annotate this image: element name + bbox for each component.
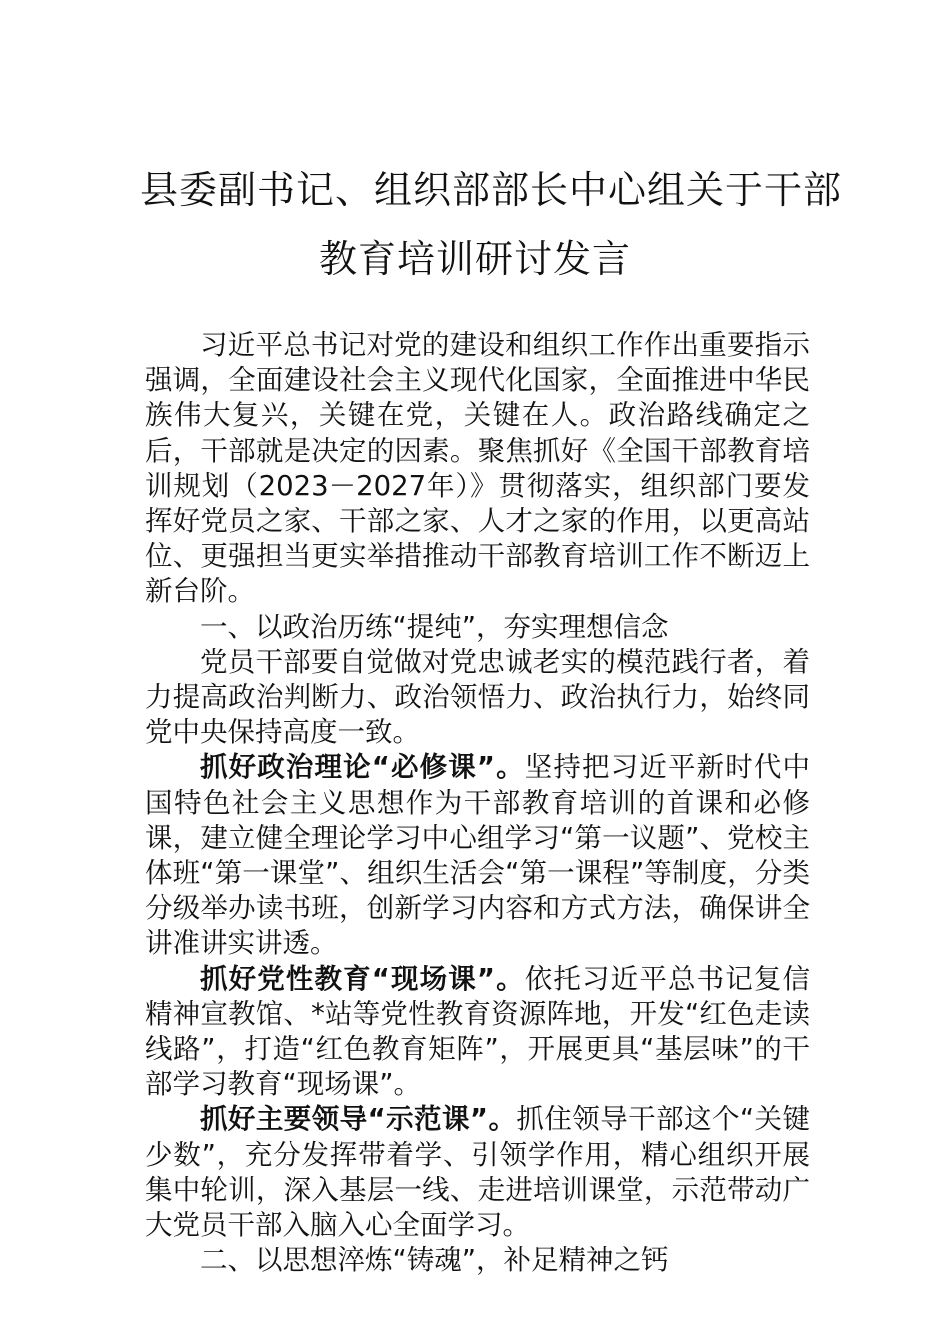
intro-paragraph: 习近平总书记对党的建设和组织工作作出重要指示强调，全面建设社会主义现代化国家，全面推进中华民族伟大复兴，关键在党，关键在人。政治路线确定之后，干部就是决定的因素。聚焦抓好《全国干部教育培训规划（2023－2027年）》贯彻落实，组织部门要发挥好党员之家、干部之家、人才之家的作用，以更高站位、更强担当更实举措推动干部教育培训工作不断迈上新台阶。 <box>145 329 810 608</box>
item-paragraph-party-education <box>145 962 810 1103</box>
item-lead-party-education: 抓好党性教育“现场课”。 <box>200 962 525 995</box>
item-paragraph-political-theory <box>145 750 810 961</box>
item-lead-leader-demo: 抓好主要领导“示范课”。 <box>200 1103 517 1136</box>
item-text-party-education: 依托习近平总书记复信精神宣教馆、*站等党性教育资源阵地，开发“红色走读线路”，打造“红色教育矩阵”，开展更具“基层味”的干部学习教育“现场课”。 <box>145 962 810 1101</box>
document-title-line2: 教育培训研讨发言 <box>318 237 631 281</box>
section1-intro-paragraph: 党员干部要自觉做对党忠诚老实的模范践行者，着力提高政治判断力、政治领悟力、政治执行力，始终同党中央保持高度一致。 <box>145 645 810 749</box>
document-title-line1: 县委副书记、组织部部长中心组关于干部 <box>140 168 843 212</box>
item-text-leader-demo: 抓住领导干部这个“关键少数”，充分发挥带着学、引领学作用，精心组织开展集中轮训，深入基层一线、走进培训课堂，示范带动广大党员干部入脑入心全面学习。 <box>145 1103 810 1242</box>
item-paragraph-leader-demo <box>145 1102 810 1243</box>
item-lead-political-theory: 抓好政治理论“必修课”。 <box>200 751 525 784</box>
item-text-political-theory: 坚持把习近平新时代中国特色社会主义思想作为干部教育培训的首课和必修课，建立健全理论学习中心组学习“第一议题”、党校主体班“第一课堂”、组织生活会“第一课程”等制度，分类分级举办读书班，创新学习内容和方式方法，确保讲全讲准讲实讲透。 <box>145 751 810 960</box>
section-heading-2: 二、以思想淬炼“铸魂”，补足精神之钙 <box>200 1244 669 1277</box>
document-body <box>145 328 810 1278</box>
section-heading-1: 一、以政治历练“提纯”，夯实理想信念 <box>200 610 669 643</box>
